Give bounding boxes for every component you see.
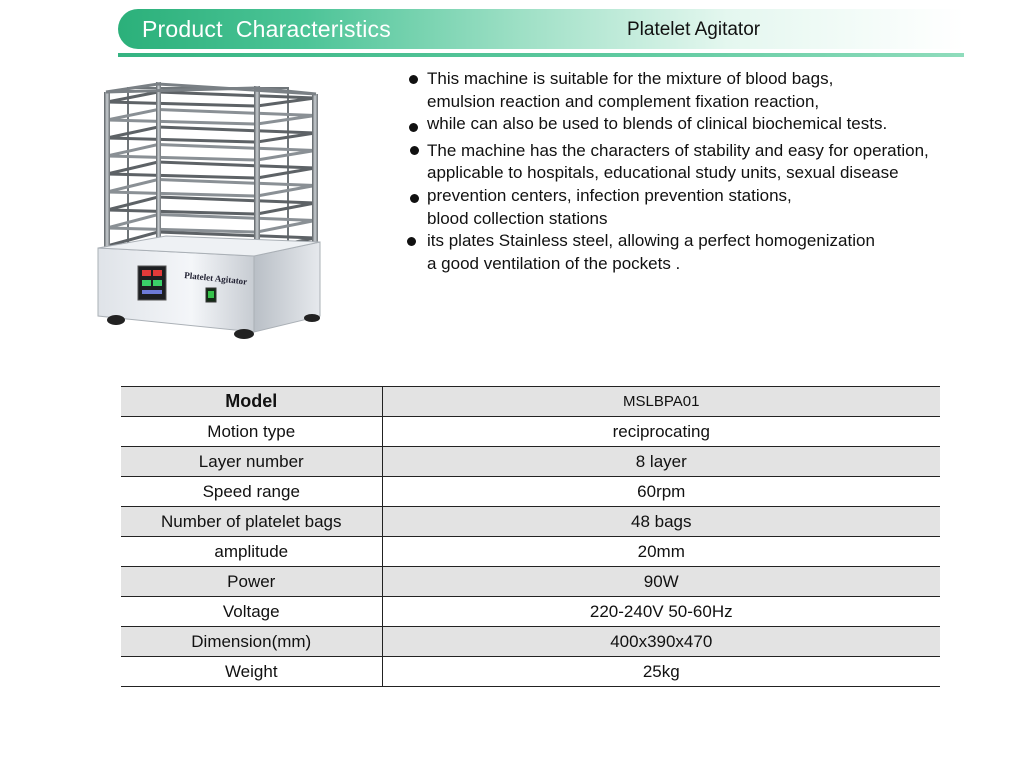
description-line: This machine is suitable for the mixture of blood bags, bbox=[405, 68, 1005, 91]
description-line: applicable to hospitals, educational study units, sexual disease bbox=[427, 163, 899, 183]
spec-label: Weight bbox=[121, 657, 382, 687]
product-name: Platelet Agitator bbox=[627, 19, 761, 40]
table-row bbox=[121, 387, 940, 417]
spec-label: Power bbox=[121, 567, 382, 597]
description-line: The machine has the characters of stability and easy for operation, bbox=[405, 140, 1005, 163]
spec-label: Dimension(mm) bbox=[121, 627, 382, 657]
spec-value: 8 layer bbox=[382, 447, 940, 477]
spec-label: Speed range bbox=[121, 477, 382, 507]
spec-value: MSLBPA01 bbox=[382, 387, 940, 417]
platelet-agitator-image bbox=[94, 80, 334, 345]
spec-label: Layer number bbox=[121, 447, 382, 477]
description-line: while can also be used to blends of clinical biochemical tests. bbox=[405, 113, 1005, 136]
rack-shelf bbox=[107, 127, 315, 142]
table-row bbox=[121, 657, 940, 687]
spec-label: Model bbox=[121, 387, 382, 417]
table-row bbox=[121, 567, 940, 597]
section-title: Product Characteristics bbox=[142, 16, 391, 42]
rack-shelf bbox=[107, 180, 315, 197]
bullet-icon bbox=[407, 237, 416, 246]
device-label: Platelet Agitator bbox=[183, 270, 248, 287]
table-row bbox=[121, 477, 940, 507]
spec-value: 400x390x470 bbox=[382, 627, 940, 657]
spec-label: Voltage bbox=[121, 597, 382, 627]
table-row bbox=[121, 417, 940, 447]
spec-value: 25kg bbox=[382, 657, 940, 687]
spec-label: Number of platelet bags bbox=[121, 507, 382, 537]
table-row bbox=[121, 507, 940, 537]
rack-shelf bbox=[107, 92, 315, 106]
rack-shelf bbox=[107, 215, 315, 233]
description-line: its plates Stainless steel, allowing a perfect homogenization bbox=[405, 230, 1005, 253]
bullet-icon bbox=[410, 194, 419, 203]
spec-value: reciprocating bbox=[382, 417, 940, 447]
spec-label: amplitude bbox=[121, 537, 382, 567]
product-description bbox=[405, 68, 1005, 275]
table-row bbox=[121, 537, 940, 567]
bullet-icon bbox=[409, 123, 418, 132]
description-line: prevention centers, infection prevention stations, bbox=[405, 185, 1005, 208]
rack-shelf bbox=[107, 162, 315, 178]
spec-value: 60rpm bbox=[382, 477, 940, 507]
rack-shelf bbox=[107, 145, 315, 161]
spec-label: Motion type bbox=[121, 417, 382, 447]
spec-value: 48 bags bbox=[382, 507, 940, 537]
spec-value: 20mm bbox=[382, 537, 940, 567]
bullet-icon bbox=[410, 146, 419, 155]
spec-value: 220-240V 50-60Hz bbox=[382, 597, 940, 627]
specification-table bbox=[121, 386, 940, 687]
table-row bbox=[121, 597, 940, 627]
rack-shelf bbox=[107, 197, 315, 214]
banner-underline bbox=[118, 53, 964, 57]
description-line: emulsion reaction and complement fixation reaction, bbox=[427, 91, 820, 111]
table-row bbox=[121, 627, 940, 657]
bullet-icon bbox=[409, 75, 418, 84]
description-line: a good ventilation of the pockets . bbox=[427, 253, 681, 273]
rack-shelf bbox=[107, 110, 315, 125]
description-line: blood collection stations bbox=[427, 208, 608, 228]
spec-value: 90W bbox=[382, 567, 940, 597]
table-row bbox=[121, 447, 940, 477]
